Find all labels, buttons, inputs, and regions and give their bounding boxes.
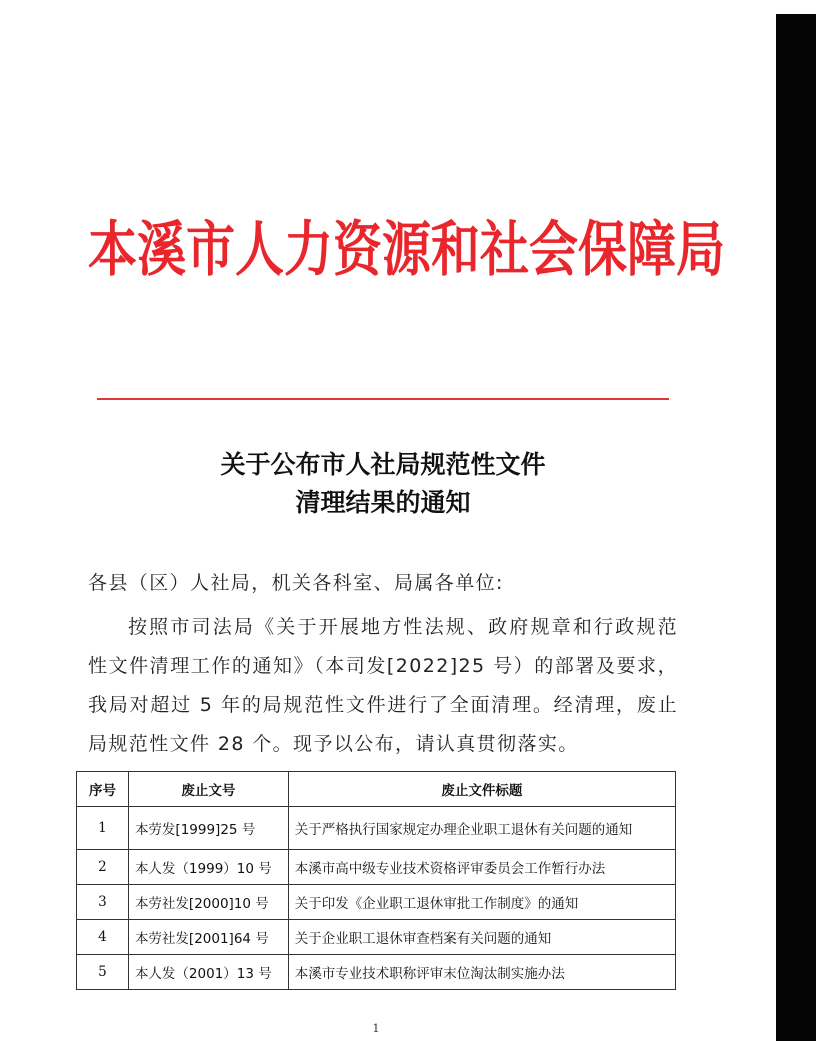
row-doc-no: 本劳社发[2000]10 号 [128, 885, 288, 920]
row-doc-title: 本溪市高中级专业技术资格评审委员会工作暂行办法 [288, 850, 675, 885]
row-doc-no: 本人发（1999）10 号 [128, 850, 288, 885]
table-row [77, 850, 676, 885]
document-title-line-2: 清理结果的通知 [295, 488, 471, 517]
header-doc-title: 废止文件标题 [288, 772, 675, 807]
row-seq: 3 [77, 885, 129, 920]
abolished-documents-table [76, 771, 676, 990]
table-row [77, 885, 676, 920]
row-doc-no: 本劳社发[2001]64 号 [128, 920, 288, 955]
row-doc-title: 关于严格执行国家规定办理企业职工退休有关问题的通知 [288, 807, 675, 850]
row-doc-title: 关于企业职工退休审查档案有关问题的通知 [288, 920, 675, 955]
table-row [77, 807, 676, 850]
scan-dark-edge [776, 0, 816, 1041]
scan-edge-top [776, 0, 816, 14]
row-doc-no: 本人发（2001）13 号 [128, 955, 288, 990]
row-seq: 1 [77, 807, 129, 850]
document-title [100, 446, 666, 522]
header-doc-no: 废止文号 [128, 772, 288, 807]
body-paragraph: 按照市司法局《关于开展地方性法规、政府规章和行政规范性文件清理工作的通知》（本司发[2022]25 号）的部署及要求，我局对超过 5 年的局规范性文件进行了全面清理。经清理，废止局规范性文件 28 个。现予以公布，请认真贯彻落实。 [88, 616, 678, 755]
header-seq: 序号 [77, 772, 129, 807]
salutation: 各县（区）人社局，机关各科室、局属各单位: [88, 572, 504, 594]
row-seq: 2 [77, 850, 129, 885]
table-header-row [77, 772, 676, 807]
document-title-line-1: 关于公布市人社局规范性文件 [220, 450, 546, 479]
row-seq: 5 [77, 955, 129, 990]
table-row [77, 955, 676, 990]
row-doc-title: 关于印发《企业职工退休审批工作制度》的通知 [288, 885, 675, 920]
letterhead-red-rule [97, 398, 669, 400]
row-doc-no: 本劳发[1999]25 号 [128, 807, 288, 850]
row-doc-title: 本溪市专业技术职称评审末位淘汰制实施办法 [288, 955, 675, 990]
row-seq: 4 [77, 920, 129, 955]
table-row [77, 920, 676, 955]
page-number: 1 [372, 1022, 380, 1035]
letterhead-org-name: 本溪市人力资源和社会保障局 [88, 213, 726, 285]
